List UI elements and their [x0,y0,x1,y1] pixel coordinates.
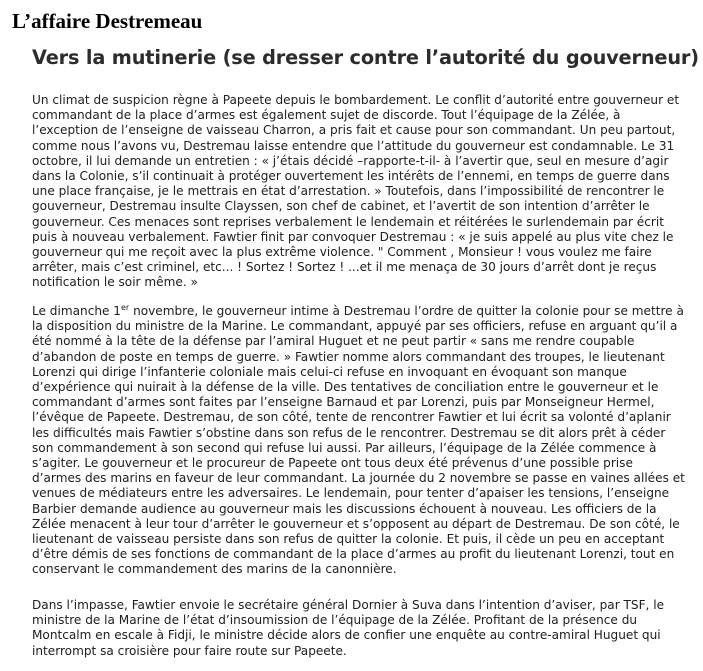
text-line: Un climat de suspicion règne à Papeete depuis le bombardement. Le conflit d’autorité entre gouverneur et [32,93,680,107]
text-line: d’être démis de ses fonctions de commandant de la place d’armes au profit du lieutenant Lorenzi, tout en [32,547,675,562]
text-line: commandant de la place d’armes est également sujet de discorde. Tout l’équipage de la Zélée, à [32,108,621,123]
text-line: gouverneur. Ces menaces sont reprises verbalement le lendemain et réitérées le surlendemain par écrit [32,214,664,229]
text-line: dans la Colonie, s’il continuait à protéger ouvertement les intérêts de l’ennemi, en temps de guerre dans [32,169,670,184]
text-line: été nommé à la tête de la défense par l’amiral Huguet et ne peut partir « sans me rendre coupable [32,334,635,349]
text-line: lieutenant de vaisseau persiste dans son refus de quitter la colonie. Et puis, il cède un peu en acceptant [32,532,665,547]
text-line: l’évêque de Papeete. Destremau, de son côté, tente de rencontrer Fawtier et lui écrit sa volonté d’aplanir [32,410,671,425]
document-title: L’affaire Destremeau [12,9,203,33]
text-line: la disposition du ministre de la Marine. Le commandant, appuyé par ses officiers, refuse en arguant qu’il a [32,319,678,334]
text-line: les difficultés mais Fawtier s’obstine dans son refus de le rencontrer. Destremau se dit alors prêt à céder [32,425,666,440]
text-line: gouverneur qui me reçoit avec la plus extrême violence. " Comment , Monsieur ! vous voulez me faire [32,245,652,260]
text-line: Barbier demande audience au gouverneur mais les discussions échouent à nouveau. Les officiers de la [32,501,657,516]
text-line: conservant le commandement des marins de la canonnière. [32,562,397,577]
text-line: d’armes des marins en faveur de leur commandant. La journée du 2 novembre se passe en vaines allées et [32,471,685,486]
text-line: son commandement à son second qui refuse lui aussi. Par ailleurs, l’équipage de la Zélée commence à [32,440,657,455]
text-line: Zélée menacent à leur tour d’arrêter le gouverneur et s’opposent au départ de Destremau. De son côté, le [32,516,680,531]
ordinal-superscript: er [121,302,130,312]
text-line: ministre de la Marine de l’état d’insoumission de l’équipage de la Zélée. Profitant de la présence du [32,613,638,628]
paragraph-1 [32,93,698,291]
text-line: comme nous l’avons vu, Destremau laisse entendre que l’attitude du gouverneur est condamnable. Le 31 [32,138,675,153]
text-line: l’exception de l’enseigne de vaisseau Charron, a pris fait et cause pour son commandant. Un peu partout, [32,123,676,138]
text-line: d’abandon de poste en temps de guerre. » Fawtier nomme alors commandant des troupes, le lieutenant [32,349,665,364]
text-line: s’agiter. Le gouverneur et le procureur de Papeete ont tous deux été prévenus d’une possible prise [32,456,633,471]
text-line: une place française, je le mettrais en état d’arrestation. » Toutefois, dans l’impossibilité de rencontrer le [32,184,665,199]
text-line: notification le soir même. » [32,275,198,290]
text-line: interrompt sa croisière pour faire route sur Papeete. [32,643,347,658]
text-line: octobre, il lui demande un entretien : « j’étais décidé –rapporte-t-il- à l’avertir que, seul en mesure d’agir [32,153,669,168]
text-fragment: Le dimanche 1 [32,304,121,318]
paragraph-2 [32,304,698,578]
text-line: arrêter, mais c’est criminel, etc... ! Sortez ! Sortez ! ...et il me menaça de 30 jours d’arrêt dont je reçus [32,260,657,275]
text-fragment: novembre, le gouverneur intime à Destremau l’ordre de quitter la colonie pour se mettre à [129,304,684,318]
paragraph-3 [32,598,698,659]
text-line: Dans l’impasse, Fawtier envoie le secrétaire général Dornier à Suva dans l’intention d’aviser, par TSF, le [32,598,665,612]
text-line-first [32,304,698,319]
text-line: commandant d’armes sont faites par l’enseigne Barnaud et par Lorenzi, puis par Monseigneur Hermel, [32,395,655,410]
text-line: Montcalm en escale à Fidji, le ministre décide alors de confier une enquête au contre-amiral Huguet qui [32,628,661,643]
section-heading: Vers la mutinerie (se dresser contre l’autorité du gouverneur) [32,46,699,69]
text-line: d’expérience qui nuirait à la défense de la ville. Des tentatives de conciliation entre le gouverneur et le [32,380,659,395]
text-line: puis à nouveau verbalement. Fawtier finit par convoquer Destremau : « je suis appelé au plus vite chez le [32,229,674,244]
text-line: venues de médiateurs entre les adversaires. Le lendemain, pour tenter d’apaiser les tensions, l’enseigne [32,486,670,501]
text-line: Lorenzi qui dirige l’infanterie coloniale mais celui-ci refuse en invoquant en évoquant son manque [32,364,627,379]
text-line: gouverneur, Destremau insulte Clayssen, son chef de cabinet, et l’avertit de son intention d’arrêter le [32,199,650,214]
